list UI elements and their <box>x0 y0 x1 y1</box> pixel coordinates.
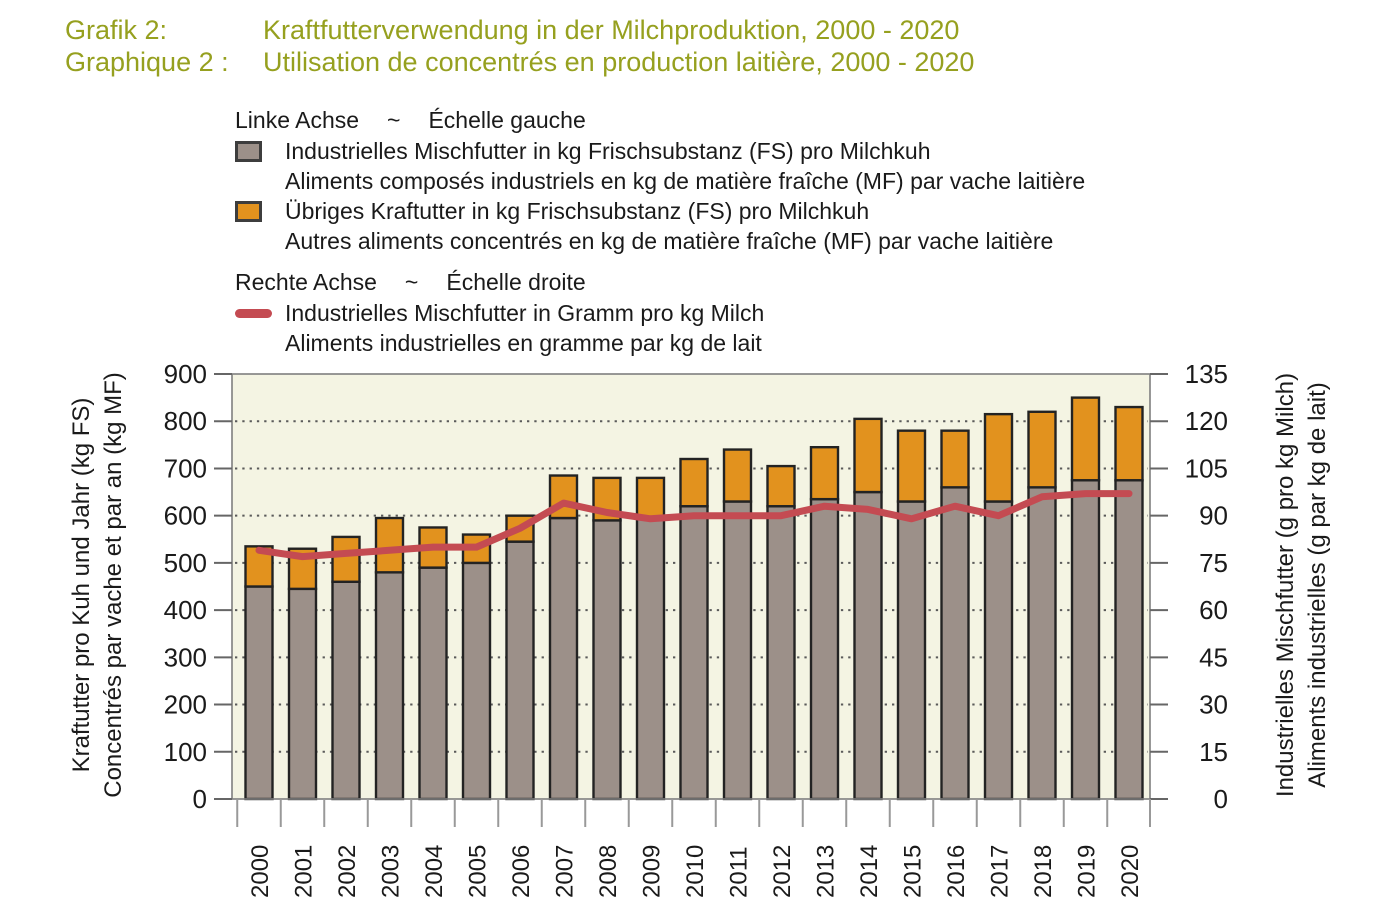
gray-bar-swatch-icon <box>235 141 262 162</box>
right-tick-label-60: 60 <box>1199 595 1228 626</box>
x-label-2005: 2005 <box>464 844 492 898</box>
left-tick-label-300: 300 <box>163 642 207 673</box>
bar-gray-2003 <box>376 572 403 799</box>
chart-title-de <box>65 14 974 46</box>
bar-gray-2012 <box>768 506 795 799</box>
legend-label-fr: Autres aliments concentrés en kg de matière fraîche (MF) par vache laitière <box>285 228 1054 254</box>
chart-title-fr <box>65 46 974 78</box>
right-axis-title-fr: Aliments industrielles (g par kg de lait) <box>1304 382 1331 788</box>
left-tick-label-700: 700 <box>163 453 207 484</box>
bar-orange-2003 <box>376 518 403 572</box>
bar-gray-2009 <box>637 518 664 799</box>
red-line-swatch-icon <box>235 309 272 318</box>
bar-orange-2017 <box>985 414 1012 501</box>
x-label-2003: 2003 <box>377 844 405 898</box>
left-tick-label-900: 900 <box>163 359 207 389</box>
right-tick-label-105: 105 <box>1184 453 1228 484</box>
orange-bar-swatch-icon <box>235 201 262 222</box>
bar-gray-2016 <box>942 487 969 799</box>
right-axis-title-de: Industrielles Mischfutter (g pro kg Milch) <box>1272 372 1299 798</box>
right-axis-title <box>1270 335 1334 835</box>
bar-orange-2012 <box>768 466 795 506</box>
chart-title <box>65 14 974 78</box>
bar-gray-2005 <box>463 563 490 799</box>
left-tick-label-200: 200 <box>163 689 207 720</box>
left-tick-label-600: 600 <box>163 500 207 531</box>
title-label-de: Grafik 2: <box>65 15 168 45</box>
legend-item-industrial-feed <box>235 136 1085 196</box>
bar-orange-2019 <box>1072 398 1099 481</box>
bar-gray-2011 <box>724 502 751 800</box>
bar-orange-2015 <box>898 431 925 502</box>
x-label-2000: 2000 <box>247 844 274 898</box>
bar-gray-2019 <box>1072 480 1099 799</box>
x-label-2002: 2002 <box>334 844 361 898</box>
x-label-2017: 2017 <box>986 844 1014 898</box>
x-label-2015: 2015 <box>899 844 927 898</box>
bar-gray-2008 <box>594 520 621 799</box>
right-tick-label-30: 30 <box>1199 689 1228 720</box>
right-tick-label-75: 75 <box>1199 547 1228 578</box>
legend-left-axis-header <box>235 104 1085 136</box>
x-label-2014: 2014 <box>856 844 883 898</box>
x-label-2020: 2020 <box>1117 844 1144 898</box>
bar-gray-2018 <box>1029 487 1056 799</box>
right-tick-label-120: 120 <box>1184 406 1228 437</box>
bar-orange-2013 <box>811 447 838 499</box>
bar-gray-2002 <box>333 582 360 799</box>
bar-gray-2001 <box>289 589 316 799</box>
x-label-2019: 2019 <box>1073 844 1101 898</box>
bar-orange-2018 <box>1029 412 1056 488</box>
left-axis-title-de: Kraftutter pro Kuh und Jahr (kg FS) <box>68 397 95 773</box>
left-axis-title-fr: Concentrés par vache et par an (kg MF) <box>100 372 127 798</box>
title-label-fr: Graphique 2 : <box>65 47 229 77</box>
right-tick-label-15: 15 <box>1199 736 1228 767</box>
x-label-2008: 2008 <box>595 844 622 898</box>
bar-gray-2007 <box>550 518 577 799</box>
left-tick-label-100: 100 <box>163 736 207 767</box>
bar-gray-2015 <box>898 502 925 800</box>
legend-label-de: Industrielles Mischfutter in Gramm pro kg Milch <box>285 300 765 326</box>
left-tick-label-500: 500 <box>163 547 207 578</box>
legend-left-axis-fr: Échelle gauche <box>428 106 586 133</box>
tilde-separator: ~ <box>404 268 419 295</box>
title-text-fr: Utilisation de concentrés en production laitière, 2000 - 2020 <box>263 47 975 77</box>
bar-orange-2011 <box>724 450 751 502</box>
legend-right-axis-fr: Échelle droite <box>446 268 586 295</box>
x-label-2006: 2006 <box>508 844 535 898</box>
bar-orange-2009 <box>637 478 664 518</box>
legend-item-line <box>235 298 1085 358</box>
legend-label-de: Übriges Kraftutter in kg Frischsubstanz (FS) pro Milchkuh <box>285 198 870 224</box>
bar-gray-2004 <box>420 568 447 799</box>
bar-orange-2002 <box>333 537 360 582</box>
title-text-de: Kraftfutterverwendung in der Milchproduktion, 2000 - 2020 <box>263 15 960 45</box>
bar-gray-2014 <box>855 492 882 799</box>
x-label-2013: 2013 <box>812 844 840 898</box>
bar-gray-2000 <box>246 587 273 800</box>
bar-orange-2010 <box>681 459 708 506</box>
legend <box>235 104 1085 358</box>
left-tick-label-800: 800 <box>163 406 207 437</box>
legend-left-axis-de: Linke Achse <box>235 106 360 133</box>
left-axis-title <box>66 335 130 835</box>
bar-gray-2017 <box>985 502 1012 800</box>
bar-gray-2020 <box>1116 480 1143 799</box>
left-tick-label-400: 400 <box>163 595 207 626</box>
x-label-2007: 2007 <box>551 844 579 898</box>
bar-orange-2016 <box>942 431 969 488</box>
x-label-2011: 2011 <box>725 846 753 898</box>
x-label-2012: 2012 <box>769 844 796 898</box>
legend-label-fr: Aliments industrielles en gramme par kg de lait <box>285 330 762 356</box>
legend-right-axis-header <box>235 266 1085 298</box>
legend-item-other-concentrates <box>235 196 1085 256</box>
right-tick-label-135: 135 <box>1184 359 1228 389</box>
bar-orange-2014 <box>855 419 882 492</box>
bar-gray-2010 <box>681 506 708 799</box>
left-tick-label-0: 0 <box>192 784 207 814</box>
bar-orange-2020 <box>1116 407 1143 480</box>
right-tick-label-0: 0 <box>1213 784 1228 814</box>
bar-gray-2013 <box>811 499 838 799</box>
legend-label-fr: Aliments composés industriels en kg de matière fraîche (MF) par vache laitière <box>285 168 1086 194</box>
x-label-2009: 2009 <box>638 844 666 898</box>
right-tick-label-45: 45 <box>1199 642 1228 673</box>
right-tick-label-90: 90 <box>1199 500 1228 531</box>
x-label-2010: 2010 <box>682 844 709 898</box>
legend-right-axis-de: Rechte Achse <box>235 268 377 295</box>
x-label-2001: 2001 <box>290 844 318 898</box>
x-label-2004: 2004 <box>421 844 448 898</box>
x-label-2016: 2016 <box>943 844 970 898</box>
x-label-2018: 2018 <box>1030 844 1057 898</box>
legend-label-de: Industrielles Mischfutter in kg Frischsubstanz (FS) pro Milchkuh <box>285 138 931 164</box>
tilde-separator: ~ <box>387 106 401 133</box>
bar-gray-2006 <box>507 542 534 799</box>
